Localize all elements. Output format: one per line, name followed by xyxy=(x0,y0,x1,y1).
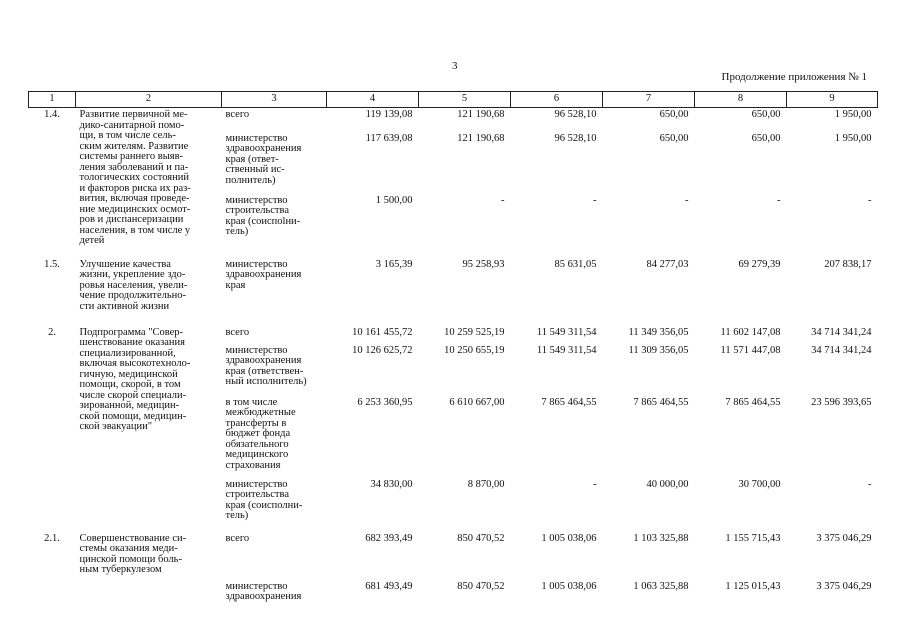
value-cell: 40 000,00 xyxy=(646,478,689,490)
value-cell: 10 126 625,72 xyxy=(352,344,413,356)
table-row xyxy=(29,532,878,580)
value-cell: 11 602 147,08 xyxy=(720,326,781,338)
row-executor xyxy=(222,108,327,132)
value-cell: 34 714 341,24 xyxy=(811,326,872,338)
row-executor-text: министерство здравоохранения края (ответ- ственный ис- полнитель) xyxy=(225,132,302,186)
row-executor xyxy=(222,344,327,396)
value-cell: 23 596 393,65 xyxy=(811,396,872,408)
value-cell: - xyxy=(868,478,872,490)
value-cell: 117 639,08 xyxy=(365,132,413,144)
value-cell: 11 549 311,54 xyxy=(536,326,597,338)
value-cell: 682 393,49 xyxy=(365,532,413,544)
column-header: 6 xyxy=(511,92,603,108)
value-cell: 96 528,10 xyxy=(554,132,597,144)
row-executor-text: министерство здравоохранения края (ответствен- ный исполнитель) xyxy=(225,344,307,387)
row-name-text: Совершенствование си- стемы оказания меди- цинской помощи боль- ным туберкулезом xyxy=(79,532,187,575)
value-cell: 30 700,00 xyxy=(738,478,781,490)
value-cell: 850 470,52 xyxy=(457,580,505,592)
value-cell: 650,00 xyxy=(751,132,781,144)
row-executor xyxy=(222,132,327,194)
value-cell: 84 277,03 xyxy=(646,258,689,270)
row-name-text: Улучшение качества жизни, укрепление здо- ровья населения, увели- чение продолжительно- сти активной жизни xyxy=(79,258,188,312)
value-cell: 85 631,05 xyxy=(554,258,597,270)
row-name-text: Подпрограмма "Совер- шенствование оказания специализированной, включая высокотехноло- гичную, медицинской помощи, скорой, в том числе скорой специали- зированной, медицин- ской помощи, медицин- ской эвакуации" xyxy=(79,326,191,432)
value-cell: 11 309 356,05 xyxy=(628,344,689,356)
value-cell: 95 258,93 xyxy=(462,258,505,270)
value-cell: 7 865 464,55 xyxy=(633,396,689,408)
row-executor xyxy=(222,326,327,344)
value-cell: 650,00 xyxy=(659,109,689,120)
row-executor xyxy=(222,580,327,610)
value-cell: 6 253 360,95 xyxy=(357,396,413,408)
value-cell: 10 250 655,19 xyxy=(444,344,505,356)
table-row xyxy=(29,258,878,320)
value-cell: 650,00 xyxy=(751,109,781,120)
value-cell: - xyxy=(777,194,781,206)
value-cell: 121 190,68 xyxy=(457,132,505,144)
value-cell: 11 349 356,05 xyxy=(628,326,689,338)
column-header: 3 xyxy=(222,92,327,108)
value-cell: 6 610 667,00 xyxy=(449,396,505,408)
value-cell: 7 865 464,55 xyxy=(725,396,781,408)
value-cell: 121 190,68 xyxy=(457,109,505,120)
group-spacer xyxy=(29,610,878,616)
table-row xyxy=(29,326,878,344)
spacer-cell xyxy=(29,610,878,616)
value-cell: 681 493,49 xyxy=(365,580,413,592)
row-name xyxy=(76,532,222,610)
row-name-text: Развитие первичной ме- дико-санитарной помо- щи, в том числе сель- ским жителям. Развитие системы раннего выяв- ления заболеваний и па- тологических состояний и факторов риска их раз- вития, включая проведе- ние медицинских осмот- ров и диспансеризации населения, в том числе у детей xyxy=(79,109,191,246)
row-executor xyxy=(222,258,327,320)
row-executor xyxy=(222,396,327,478)
row-executor xyxy=(222,478,327,526)
value-cell: 1 155 715,43 xyxy=(725,532,781,544)
row-executor xyxy=(222,194,327,252)
value-cell: 119 139,08 xyxy=(365,109,413,120)
value-cell: 1 950,00 xyxy=(834,132,872,144)
value-cell: 10 161 455,72 xyxy=(352,326,413,338)
row-executor-text: министерство строительства края (соиспolни- тель) xyxy=(225,194,301,237)
table-row xyxy=(29,108,878,132)
table-body xyxy=(29,108,878,616)
header-row xyxy=(29,92,878,108)
appendix-note: Продолжение приложения № 1 xyxy=(721,71,867,83)
column-header: 5 xyxy=(419,92,511,108)
value-cell: 1 950,00 xyxy=(834,109,872,120)
value-cell: 1 063 325,88 xyxy=(633,580,689,592)
value-cell: 11 549 311,54 xyxy=(536,344,597,356)
row-code: 2. xyxy=(48,326,56,338)
row-executor xyxy=(222,532,327,580)
value-cell: 650,00 xyxy=(659,132,689,144)
value-cell: - xyxy=(593,194,597,206)
value-cell: 1 500,00 xyxy=(375,194,413,206)
value-cell: - xyxy=(593,478,597,490)
column-header: 7 xyxy=(603,92,695,108)
row-code: 2.1. xyxy=(44,532,60,544)
row-name xyxy=(76,326,222,526)
row-code: 1.5. xyxy=(44,258,60,270)
row-name xyxy=(76,108,222,252)
row-executor-text: всего xyxy=(225,532,250,544)
row-executor-text: министерство здравоохранения xyxy=(225,580,302,602)
value-cell: 69 279,39 xyxy=(738,258,781,270)
value-cell: - xyxy=(501,194,505,206)
value-cell: 1 005 038,06 xyxy=(541,580,597,592)
value-cell: 207 838,17 xyxy=(824,258,872,270)
page-number: 3 xyxy=(452,60,458,72)
value-cell: - xyxy=(685,194,689,206)
column-header: 9 xyxy=(787,92,878,108)
column-header: 8 xyxy=(695,92,787,108)
value-cell: 8 870,00 xyxy=(467,478,505,490)
column-header: 1 xyxy=(29,92,76,108)
row-executor-text: министерство строительства края (соисполни- тель) xyxy=(225,478,303,521)
column-header: 2 xyxy=(76,92,222,108)
column-header: 4 xyxy=(327,92,419,108)
row-name xyxy=(76,258,222,320)
row-executor-text: всего xyxy=(225,109,250,120)
value-cell: 96 528,10 xyxy=(554,109,597,120)
value-cell: 1 103 325,88 xyxy=(633,532,689,544)
value-cell: 3 165,39 xyxy=(375,258,413,270)
row-code: 1.4. xyxy=(44,109,60,120)
value-cell: 3 375 046,29 xyxy=(816,532,872,544)
value-cell: 1 005 038,06 xyxy=(541,532,597,544)
value-cell: 10 259 525,19 xyxy=(444,326,505,338)
row-executor-text: всего xyxy=(225,326,250,338)
value-cell: 1 125 015,43 xyxy=(725,580,781,592)
value-cell: 11 571 447,08 xyxy=(720,344,781,356)
budget-table xyxy=(28,91,878,616)
value-cell: - xyxy=(868,194,872,206)
value-cell: 34 714 341,24 xyxy=(811,344,872,356)
row-executor-text: министерство здравоохранения края xyxy=(225,258,302,291)
row-executor-text: в том числе межбюджетные трансферты в бюджет фонда обязательного медицинского страхования xyxy=(225,396,296,471)
value-cell: 7 865 464,55 xyxy=(541,396,597,408)
value-cell: 3 375 046,29 xyxy=(816,580,872,592)
value-cell: 850 470,52 xyxy=(457,532,505,544)
value-cell: 34 830,00 xyxy=(370,478,413,490)
